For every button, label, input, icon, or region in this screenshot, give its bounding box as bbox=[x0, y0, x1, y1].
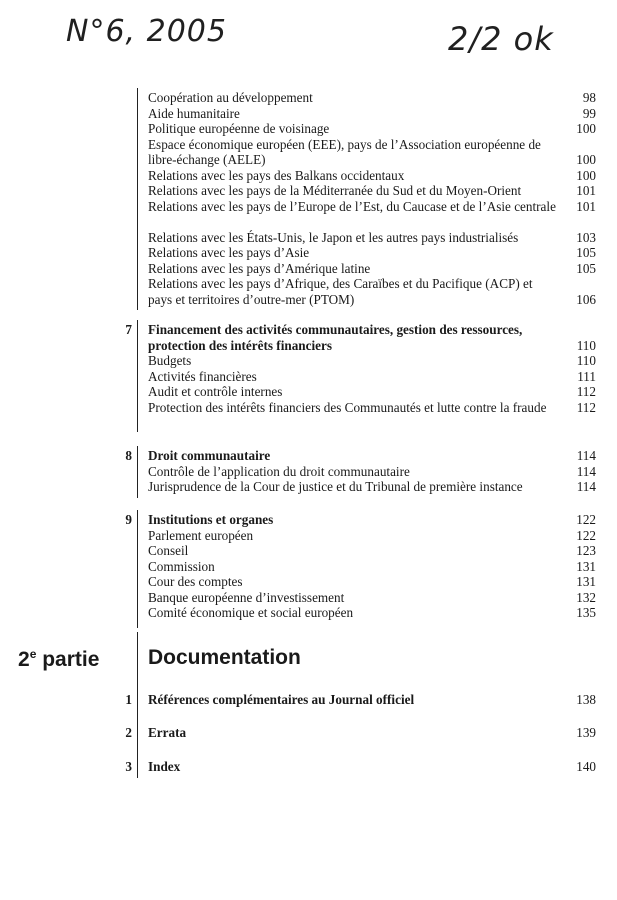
chapter-heading: Financement des activités communautaires, gestion des ressources, protection des intérêts financiers 110 bbox=[148, 322, 596, 353]
toc-entry: Relations avec les pays de la Méditerranée du Sud et du Moyen-Orient 101 bbox=[148, 183, 596, 198]
margin-rule bbox=[137, 510, 138, 628]
chapter-heading: Errata 139 bbox=[148, 725, 596, 740]
chapter-number: 1 bbox=[125, 692, 132, 707]
toc-entry: Aide humanitaire 99 bbox=[148, 105, 596, 121]
margin-rule bbox=[137, 320, 138, 432]
margin-rule bbox=[137, 88, 138, 310]
toc-entry: Politique européenne de voisinage 100 bbox=[148, 121, 596, 136]
toc-entry: Relations avec les pays d’Asie 105 bbox=[148, 245, 596, 260]
toc-entry: Banque européenne d’investissement 132 bbox=[148, 589, 596, 605]
chapter-number: 8 bbox=[125, 448, 132, 463]
chapter-number: 3 bbox=[125, 759, 132, 774]
toc-entry: Coopération au développement 98 bbox=[148, 90, 596, 105]
toc-entry: Parlement européen 122 bbox=[148, 527, 596, 543]
chapter-number: 9 bbox=[125, 512, 132, 527]
toc-entry: Protection des intérêts financiers des Communautés et lutte contre la fraude 112 bbox=[148, 399, 596, 415]
toc-entry: Espace économique européen (EEE), pays de l’Association européenne de libre-échange (AELE) 100 bbox=[148, 136, 596, 167]
toc-entry: Relations avec les pays d’Amérique latine 105 bbox=[148, 260, 596, 276]
toc-entry: Activités financières 111 bbox=[148, 368, 596, 384]
toc-entry: Relations avec les pays de l’Europe de l’Est, du Caucase et de l’Asie centrale 101 bbox=[148, 198, 596, 214]
toc-entry: Relations avec les États-Unis, le Japon et les autres pays industrialisés 103 bbox=[148, 229, 596, 245]
chapter-heading: Index 140 bbox=[148, 759, 596, 774]
toc-entry: Audit et contrôle internes 112 bbox=[148, 384, 596, 399]
toc-entry: Contrôle de l’application du droit communautaire 114 bbox=[148, 463, 596, 479]
toc-entry: Commission 131 bbox=[148, 558, 596, 574]
chapter-heading: Droit communautaire 114 bbox=[148, 448, 596, 463]
chapter-heading: Références complémentaires au Journal officiel 138 bbox=[148, 692, 596, 707]
margin-rule bbox=[137, 446, 138, 498]
chapter-number: 2 bbox=[125, 725, 132, 740]
part-label: 2e partie bbox=[18, 647, 100, 671]
toc-entry: Budgets 110 bbox=[148, 353, 596, 368]
toc-entry: Relations avec les pays d’Afrique, des Caraïbes et du Pacifique (ACP) et pays et territoires d’outre-mer (PTOM) 106 bbox=[148, 276, 596, 307]
handwritten-issue-note: N°6, 2005 bbox=[66, 14, 227, 49]
chapter-number: 7 bbox=[125, 322, 132, 337]
toc-entry: Jurisprudence de la Cour de justice et du Tribunal de première instance 114 bbox=[148, 479, 596, 494]
margin-rule bbox=[137, 632, 138, 778]
chapter-heading: Institutions et organes 122 bbox=[148, 512, 596, 527]
part-title: Documentation bbox=[148, 646, 301, 669]
toc-entry: Cour des comptes 131 bbox=[148, 574, 596, 589]
handwritten-check-note: 2/2 ok bbox=[448, 20, 554, 58]
toc-entry: Comité économique et social européen 135 bbox=[148, 605, 596, 620]
toc-entry: Conseil 123 bbox=[148, 543, 596, 558]
toc-entry: Relations avec les pays des Balkans occidentaux 100 bbox=[148, 167, 596, 183]
